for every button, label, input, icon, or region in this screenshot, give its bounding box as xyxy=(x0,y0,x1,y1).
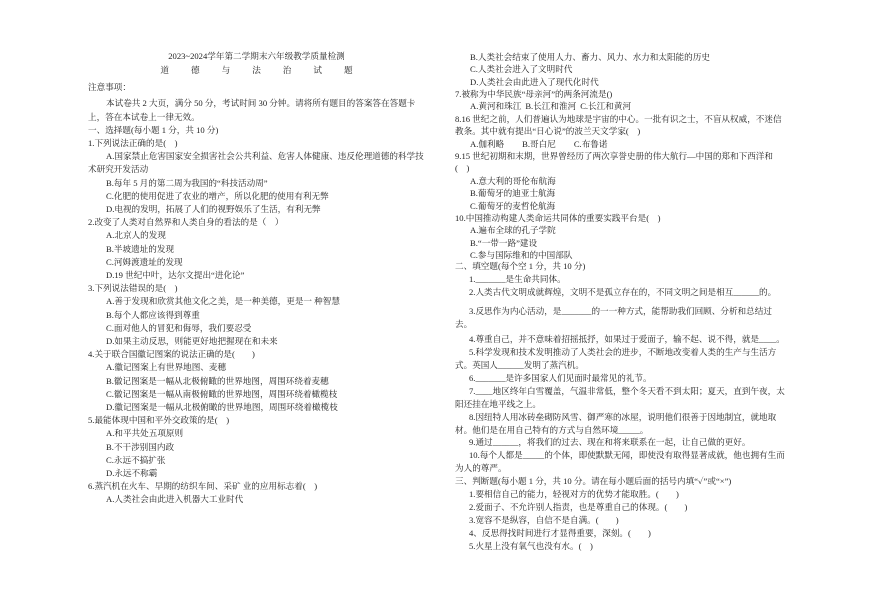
choice-continued xyxy=(455,51,787,262)
question-stem: 4.关于联合国徽记图案的说法正确的是( ) xyxy=(88,349,255,360)
question-4 xyxy=(88,348,425,414)
option-d: D.徽记图案是一幅从北极俯瞰的世界地图，周围环绕着橄榄枝 xyxy=(106,402,338,413)
question-1 xyxy=(88,137,425,216)
option-b: B.长江和淮河 xyxy=(525,101,577,112)
question-3 xyxy=(88,282,425,348)
judge-item-3: 3.宽容不是纵容，自信不是自满。( ) xyxy=(469,514,619,525)
option-c: C.参与国际维和的中国部队 xyxy=(470,250,573,261)
fill-item-4: 4.尊重自己，并不意味着招摇抵抒，如果过于爱面子，输不起、说不得，就是____。 xyxy=(469,334,785,345)
question-stem: 6.蒸汽机在火车、早期的纺织车间、采矿 业的应用标志着( ) xyxy=(88,481,318,492)
question-9 xyxy=(455,150,787,212)
fill-item-7: 7.____地区终年白雪覆盖，气温非常低，整个冬天看不到太阳；夏天，直到午夜，太阳还挂在地平线之上。 xyxy=(455,385,785,409)
option-a: A.人类社会由此进入机器大工业时代 xyxy=(106,494,244,505)
notice-label: 注意事项： xyxy=(88,82,131,93)
question-stem: 9.15 世纪初期和末期，世界曾经历了两次享誉史册的伟大航行—中国的郑和下西洋和( ) xyxy=(455,151,773,174)
paper-subject: 道德与法治试题 xyxy=(160,65,375,76)
option-c: C.永远不搞扩张 xyxy=(106,454,166,465)
option-a: A.善于发现和欣赏其他文化之美，是一种美德，更是一 种智慧 xyxy=(106,296,340,307)
option-d: D.19 世纪中叶，达尔文提出“进化论” xyxy=(106,270,245,281)
paper-title: 2023~2024学年第二学期末六年级教学质量检测 xyxy=(168,51,345,62)
section-heading-fill: 二、填空题(每个空 1 分，共 10 分) xyxy=(455,260,586,271)
question-10 xyxy=(455,212,787,262)
options-row xyxy=(455,138,787,150)
fill-item-10: 10.每个人都是_____的个体，即使默默无闻，即使没有取得显著成就，他也拥有生而为人的尊严。 xyxy=(455,450,785,474)
option-a: A.北京人的发现 xyxy=(106,230,166,241)
option-c: C.布鲁诺 xyxy=(573,138,608,149)
right-column xyxy=(455,51,787,553)
option-d: D.如果主动反思，则能更好地把握现在和未来 xyxy=(106,336,278,347)
option-a: A.意大利的哥伦布航海 xyxy=(470,175,556,186)
judge-item-1: 1.要相信自己的能力，轻视对方的优势才能取胜。( ) xyxy=(469,489,679,500)
question-6 xyxy=(88,480,425,506)
option-b: B.徽记图案是一幅从北极俯瞰的世界地图，周围环绕着麦穗 xyxy=(106,375,329,386)
option-d: D.永远不称霸 xyxy=(106,468,158,479)
section-heading-judge: 三、判断题(每小题 1 分，共 10 分。请在每小题后面的括号内填“✓”或“×”) xyxy=(455,476,732,487)
question-stem: 3.下列说法错误的是( ) xyxy=(88,283,178,294)
fill-item-5: 5.科学发现和技术发明推动了人类社会的进步，不断地改变着人类的生产与生活方式。英国人______发明了蒸汽机。 xyxy=(455,347,777,371)
option-c: C.人类社会进入了文明时代 xyxy=(470,64,573,75)
option-a: A.伽利略 xyxy=(470,138,505,149)
question-stem: 1.下列说法正确的是( ) xyxy=(88,138,178,148)
option-b: B.葡萄牙的迪亚士航海 xyxy=(470,188,556,199)
option-c: C.长江和黄河 xyxy=(580,101,632,112)
section-heading-choice: 一、选择题(每小题 1 分，共 10 分) xyxy=(88,124,219,135)
option-a: A.徽记图案上有世界地图、麦穗 xyxy=(106,362,227,373)
option-c: C.面对他人的冒犯和侮辱，我们要忍受 xyxy=(106,322,252,333)
option-b: B.哥白尼 xyxy=(522,138,556,149)
option-b: B.半坡遗址的发现 xyxy=(106,243,175,254)
question-8 xyxy=(455,113,787,150)
question-stem: 8.16 世纪之前，人们普遍认为地球是宇宙的中心。一批有识之士，不盲从权威，不迷信教条。其中就有提出“日心说”的波兰天文学家( ) xyxy=(455,113,782,137)
question-7 xyxy=(455,88,787,113)
option-a: A.和平共处五项原则 xyxy=(106,428,184,439)
option-c: C.河姆渡遗址的发现 xyxy=(106,256,183,267)
question-5 xyxy=(88,414,425,480)
option-b: B.“一带一路”建设 xyxy=(470,237,538,248)
fill-item-1: 1._______是生命共同体。 xyxy=(469,273,566,284)
judge-item-4: 4、反思得找时间进行才显得重要，深刻。( ) xyxy=(469,527,651,538)
fill-item-8: 8.因纽特人用冰砖垒砌防风雪、御严寒的冰屋，说明他们很善于因地制宜，就地取材。他们是在用自己特有的方式与自然环境_____。 xyxy=(455,411,777,435)
option-c: C.徽记图案是一幅从南极俯瞰的世界地图，周围环绕着橄榄枝 xyxy=(106,388,338,399)
option-b: B.每年 5 月的第二周为我国的“科技活动周” xyxy=(106,177,268,188)
option-a: A.国家禁止危害国家安全损害社会公共利益、危害人体健康、违反伦理道德的科学技术研究开发活动 xyxy=(88,151,424,175)
question-stem: 10.中国推动构建人类命运共同体的重要实践平台是( ) xyxy=(455,213,661,224)
judge-item-5: 5.火星上没有氧气也没有水。( ) xyxy=(469,540,593,551)
judge-section xyxy=(455,475,787,552)
option-d: D.电视的发明，拓展了人们的视野娱乐了生活，有利无弊 xyxy=(106,204,321,215)
fill-item-9: 9.通过______，将我们的过去、现在和将来联系在一起，让自己做的更好。 xyxy=(469,437,751,448)
option-a: A.遍布全球的孔子学院 xyxy=(470,225,556,236)
fill-section xyxy=(455,260,787,476)
option-d: D.人类社会由此进入了现代化时代 xyxy=(470,76,599,87)
question-stem: 5.最能体现中国和平外交政策的是( ) xyxy=(88,415,230,426)
fill-item-6: 6._______是许多国家人们见面时最常见的礼节。 xyxy=(469,372,652,383)
notice-text: 本试卷共 2 大页，满分 50 分，考试时间 30 分钟。请将所有题目的答案答在答题卡上，答在本试卷上一律无效。 xyxy=(88,98,416,122)
option-c: C.葡萄牙的麦哲伦航海 xyxy=(470,200,556,211)
question-2 xyxy=(88,216,425,282)
option-a: A.黄河和珠江 xyxy=(470,101,522,112)
option-b: B.每个人都应该得到尊重 xyxy=(106,309,200,320)
left-column xyxy=(88,50,425,506)
question-stem: 7.被称为中华民族“母亲河”的两条河流是() xyxy=(455,89,613,100)
judge-item-2: 2.爱面子、不允许别人指责，也是尊重自己的体现。( ) xyxy=(469,502,688,513)
options-row xyxy=(455,100,787,112)
fill-item-2: 2.人类古代文明成就辉煌，文明不是孤立存在的，不同文明之间是相互______的。 xyxy=(469,286,777,297)
question-stem: 2.改变了人类对自然界和人类自身的看法的是（ ） xyxy=(88,217,284,228)
option-c: C.化肥的使用促进了农业的增产，所以化肥的使用有利无弊 xyxy=(106,190,329,201)
fill-item-3: 3.反思作为内心活动，是_______的一一种方式，能帮助我们回顾、分析和总结过去。 xyxy=(455,306,772,330)
option-b: B.人类社会结束了使用人力、畜力、风力、水力和太阳能的历史 xyxy=(470,51,710,62)
option-b: B.不干涉别国内政 xyxy=(106,441,175,452)
